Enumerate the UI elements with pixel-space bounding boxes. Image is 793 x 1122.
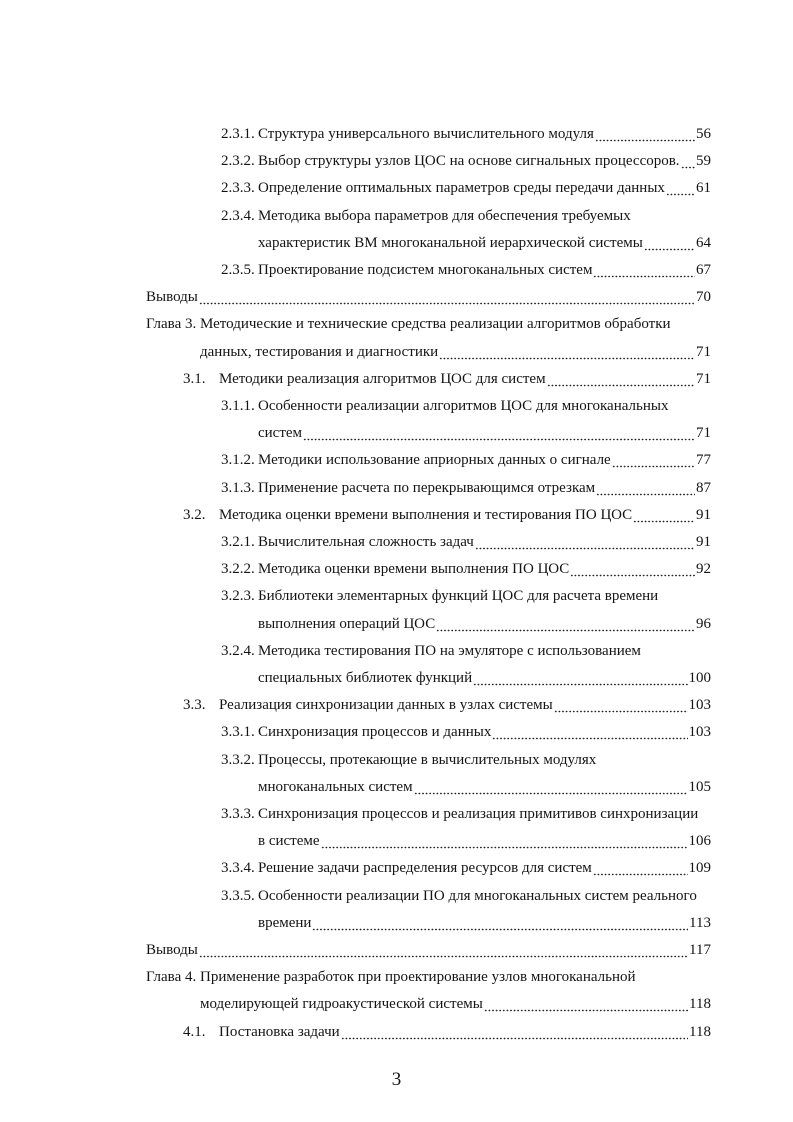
toc-entry-continuation [258, 667, 711, 689]
dot-leader [303, 422, 695, 444]
toc-entry-continuation [258, 232, 711, 254]
toc-entry-continuation [258, 422, 711, 444]
dot-leader [593, 857, 688, 879]
toc-entry-number: 2.3.3. [221, 180, 255, 197]
toc-entry-title: Методика оценки времени выполнения ПО ЦОС [258, 561, 570, 578]
dot-leader [666, 177, 695, 199]
toc-entry-page: 71 [696, 370, 711, 387]
toc-entry-number: 3.1.1. [221, 398, 255, 414]
toc-entry [221, 585, 711, 607]
toc-entry-page: 118 [689, 996, 711, 1013]
toc-entry-page: 106 [688, 833, 711, 850]
toc-entry-title: Процессы, протекающие в вычислительных модулях [258, 751, 597, 768]
toc-entry [221, 857, 711, 879]
toc-entry [221, 640, 711, 662]
dot-leader [644, 232, 695, 254]
toc-entry-title: Методика тестирования ПО на эмуляторе с использованием [258, 642, 641, 659]
dot-leader [436, 613, 695, 635]
dot-leader [475, 531, 695, 553]
toc-entry [221, 721, 711, 743]
toc-entry-page: 92 [696, 561, 711, 578]
toc-entry-number: 3.1.3. [221, 479, 255, 496]
dot-leader [414, 776, 688, 798]
toc-entry-page: 77 [696, 452, 711, 469]
toc-entry-number: 3.1. [183, 370, 206, 387]
toc-entry [183, 694, 711, 716]
dot-leader [484, 993, 688, 1015]
dot-leader [439, 341, 695, 363]
toc-entry-number: 3.2.4. [221, 642, 255, 659]
toc-entry-title-continued: времени [258, 914, 312, 931]
toc-entry-number: Глава 3. [146, 316, 197, 333]
toc-entry-number: 3.2.3. [221, 588, 255, 605]
toc-entry-continuation [258, 613, 711, 635]
toc-entry-title-continued: выполнения операций ЦОС [258, 615, 436, 632]
toc-entry-continuation [258, 830, 711, 852]
dot-leader [199, 939, 688, 961]
toc-entry-title: Библиотеки элементарных функций ЦОС для расчета времени [258, 588, 659, 605]
dot-leader [199, 286, 695, 308]
toc-entry-page: 105 [688, 778, 711, 795]
toc-entry [221, 449, 711, 471]
toc-entry-page: 61 [696, 180, 711, 197]
toc-entry [221, 477, 711, 499]
toc-entry-number: 4.1. [183, 1023, 206, 1040]
toc-entry [183, 1021, 711, 1043]
toc-entry-title-continued: многоканальных систем [258, 778, 413, 795]
toc-entry-title: Реализация синхронизации данных в узлах системы [219, 697, 553, 714]
toc-entry-title: Методики реализация алгоритмов ЦОС для систем [219, 370, 546, 387]
toc-entry-title-continued: моделирующей гидроакустической системы [200, 996, 483, 1013]
toc-entry-title: Выводы [146, 942, 198, 958]
toc-entry-continuation [258, 776, 711, 798]
toc-entry-title-continued: данных, тестирования и диагностики [200, 343, 439, 360]
toc-entry-title: Синхронизация процессов и данных [258, 724, 492, 741]
dot-leader [492, 721, 687, 743]
toc-entry-title-continued: специальных библиотек функций [258, 670, 473, 686]
toc-entry-title: Определение оптимальных параметров среды передачи данных [258, 180, 665, 197]
toc-entry-number: Глава 4. [146, 969, 197, 986]
toc-entry [221, 749, 711, 771]
toc-entry [146, 966, 711, 988]
toc-entry-number: 2.3.2. [221, 153, 255, 170]
toc-entry [221, 885, 711, 907]
toc-entry-title: Выводы [146, 289, 198, 306]
toc-entry-page: 67 [696, 262, 711, 278]
toc-entry [221, 395, 711, 417]
toc-entry-number: 3.3.3. [221, 806, 255, 822]
toc-entry-page: 100 [688, 670, 711, 686]
toc-entry-page: 64 [696, 234, 711, 251]
toc-entry [146, 286, 711, 308]
toc-entry-number: 3.3. [183, 697, 206, 714]
dot-leader [593, 259, 695, 281]
toc-entry-continuation [200, 993, 711, 1015]
toc-entry-title: Синхронизация процессов и реализация примитивов синхронизации [258, 806, 699, 822]
dot-leader [681, 150, 695, 172]
dot-leader [312, 912, 688, 934]
toc-entry-title: Методические и технические средства реализации алгоритмов обработки [200, 316, 671, 333]
toc-entry [221, 205, 711, 227]
toc-entry-page: 59 [696, 153, 711, 170]
toc-entry [221, 177, 711, 199]
toc-entry [146, 313, 711, 335]
toc-entry [221, 150, 711, 172]
toc-entry-number: 3.2.1. [221, 534, 255, 550]
toc-entry-number: 3.3.1. [221, 724, 255, 741]
toc-entry [221, 558, 711, 580]
toc-entry-page: 113 [689, 914, 711, 931]
toc-entry [183, 504, 711, 526]
toc-entry-title: Выбор структуры узлов ЦОС на основе сигнальных процессоров. [258, 153, 680, 170]
toc-entry-title-continued: в системе [258, 833, 320, 850]
dot-leader [547, 368, 695, 390]
toc-entry-continuation [258, 912, 711, 934]
toc-entry-title: Вычислительная сложность задач [258, 534, 474, 550]
toc-entry-number: 3.2.2. [221, 561, 255, 578]
toc-entry-title: Применение разработок при проектирование узлов многоканальной [200, 969, 636, 986]
toc-entry-title-continued: систем [258, 425, 303, 442]
toc-entry-title: Методики использование априорных данных о сигнале [258, 452, 611, 469]
toc-entry-page: 56 [696, 126, 711, 142]
toc-entry-page: 103 [688, 697, 711, 714]
dot-leader [554, 694, 688, 716]
toc-entry-number: 3.3.2. [221, 751, 255, 768]
toc-entry-page: 118 [689, 1023, 711, 1040]
toc-entry-number: 2.3.5. [221, 262, 255, 278]
dot-leader [596, 477, 695, 499]
toc-entry-title: Методика выбора параметров для обеспечения требуемых [258, 207, 631, 224]
toc-entry-page: 70 [696, 289, 711, 306]
toc-entry [146, 939, 711, 961]
toc-entry-number: 3.1.2. [221, 452, 255, 469]
dot-leader [473, 667, 687, 689]
toc-entry-page: 87 [696, 479, 711, 496]
dot-leader [321, 830, 688, 852]
toc-entry-title: Применение расчета по перекрывающимся отрезкам [258, 479, 596, 496]
toc-entry [221, 259, 711, 281]
toc-entry-page: 117 [689, 942, 711, 958]
toc-entry-page: 71 [696, 425, 711, 442]
toc-entry-title: Особенности реализации алгоритмов ЦОС для многоканальных [258, 398, 669, 414]
toc-entry-continuation [200, 341, 711, 363]
toc-entry-title: Методика оценки времени выполнения и тестирования ПО ЦОС [219, 506, 633, 523]
toc-entry [221, 123, 711, 145]
dot-leader [612, 449, 695, 471]
toc-entry-page: 91 [696, 506, 711, 523]
dot-leader [633, 504, 695, 526]
dot-leader [341, 1021, 688, 1043]
toc-entry-page: 109 [688, 860, 711, 877]
toc-entry-title: Структура универсального вычислительного модуля [258, 126, 594, 142]
toc-entry-title: Постановка задачи [219, 1023, 340, 1040]
toc-entry-page: 96 [696, 615, 711, 632]
toc-entry-title: Решение задачи распределения ресурсов для систем [258, 860, 592, 877]
toc-entry-number: 3.3.5. [221, 887, 255, 904]
dot-leader [570, 558, 695, 580]
page-number: 3 [391, 1069, 402, 1090]
toc-entry-number: 2.3.1. [221, 126, 255, 142]
toc-entry-number: 3.3.4. [221, 860, 255, 877]
toc-entry-title: Проектирование подсистем многоканальных систем [258, 262, 593, 278]
toc-entry [221, 803, 711, 825]
dot-leader [595, 123, 695, 145]
toc-entry [221, 531, 711, 553]
toc-entry-page: 103 [688, 724, 711, 741]
toc-entry-title: Особенности реализации ПО для многоканальных систем реального [258, 887, 697, 904]
toc-entry-page: 71 [696, 343, 711, 360]
toc-entry-number: 3.2. [183, 506, 206, 523]
toc-entry [183, 368, 711, 390]
toc-entry-page: 91 [696, 534, 711, 550]
toc-entry-number: 2.3.4. [221, 207, 255, 224]
toc-entry-title-continued: характеристик ВМ многоканальной иерархической системы [258, 234, 643, 251]
